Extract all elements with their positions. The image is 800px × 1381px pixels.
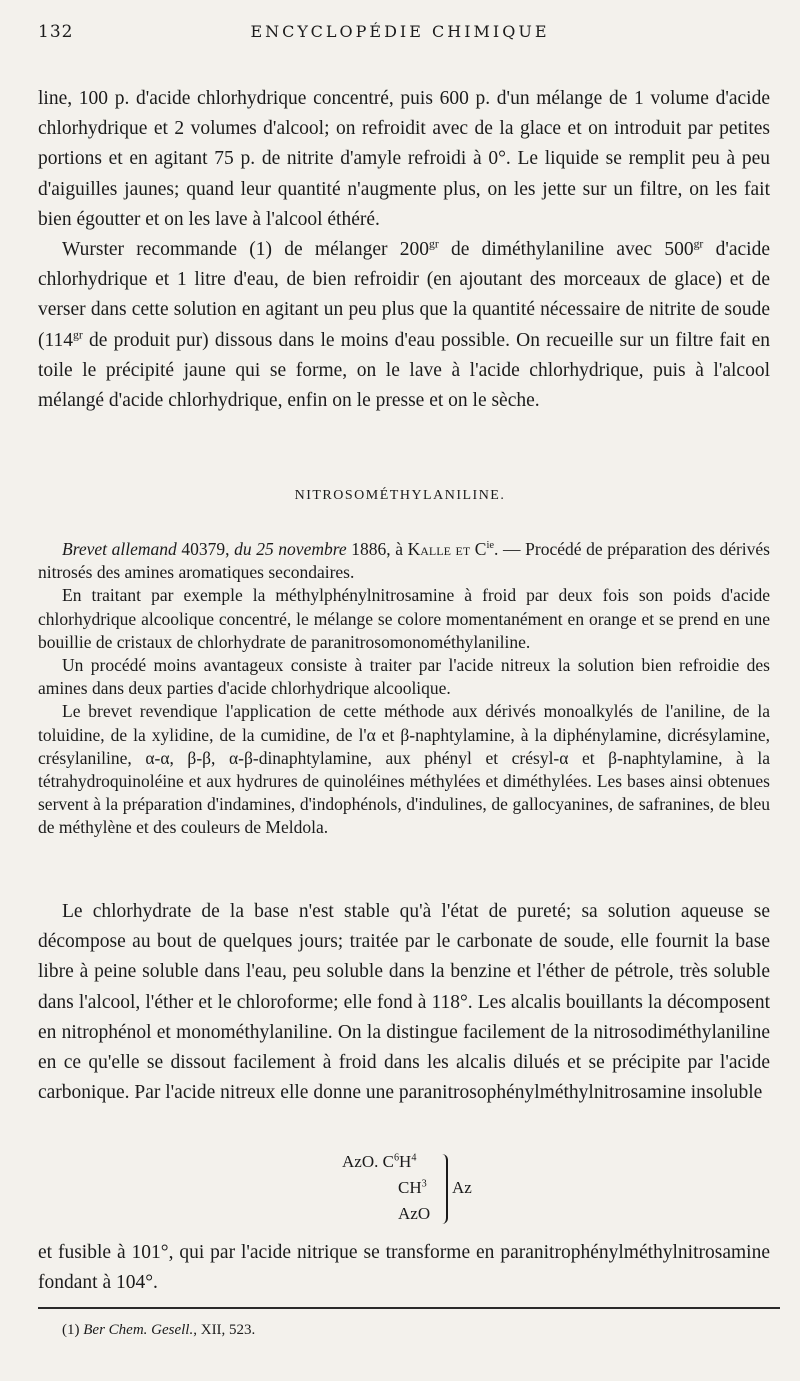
formula-line-2: $CH^3$ bbox=[398, 1178, 427, 1197]
patent-text-block bbox=[38, 538, 770, 840]
final-text-block bbox=[38, 1238, 770, 1298]
formula-line-3: AzO bbox=[398, 1204, 431, 1223]
paragraph-un-procede: Un procédé moins avantageux consiste à traiter par l'acide nitreux la solution bien refroidie des amines dans deux parties d'acide chlorhydrique alcoolique. bbox=[38, 655, 770, 699]
paragraph-brevet: Brevet allemand 40379, du 25 novembre 1886, à Kalle et $C^{ie}$. — Procédé de préparation des dérivés nitrosés des amines aromatiques secondaires. bbox=[38, 539, 770, 583]
page-header bbox=[38, 22, 762, 50]
paragraph-en-traitant: En traitant par exemple la méthylphénylnitrosamine à froid par deux fois son poids d'acide chlorhydrique alcoolique concentré, le mélange se colore momentanément en orange et se prend en une bouillie de cristaux de chlorhydrate de paranitrosomonométhylaniline. bbox=[38, 585, 770, 652]
page-number: 132 bbox=[38, 22, 74, 42]
paragraph-wurster: Wurster recommande (1) de mélanger $200^{gr}$ de diméthylaniline avec $500^{gr}$ d'acide chlorhydrique et 1 litre d'eau, de bien refroidir (en ajoutant des morceaux de glace) et de verser dans cette solution en agitant un peu plus que la quantité nécessaire de nitrite de soude ($114^{gr}$ de produit pur) dissous dans le moins d'eau possible. On recueille sur un filtre fait en toile le précipité jaune qui se forme, on le lave à l'acide chlorhydrique, puis à l'alcool mélangé d'acide chlorhydrique, enfin on le presse et on le sèche. bbox=[38, 237, 770, 412]
running-head: ENCYCLOPÉDIE CHIMIQUE bbox=[250, 22, 550, 41]
section-title: NITROSOMÉTHYLANILINE. bbox=[294, 488, 506, 503]
footnote-rule bbox=[38, 1307, 780, 1309]
footnote: (1) Ber Chem. Gesell., XII, 523. bbox=[62, 1322, 256, 1338]
paragraph-final: et fusible à 101°, qui par l'acide nitrique se transforme en paranitrophénylméthylnitrosamine fondant à 104°. bbox=[38, 1242, 770, 1294]
paragraph-le-brevet: Le brevet revendique l'application de cette méthode aux dérivés monoalkylés de l'aniline, de la toluidine, de la xylidine, de la cumidine, de l'α et β-naphtylamine, à la diphénylamine, dicrésylamine, crésylaniline, α-α, β-β, α-β-dinaphtylamine, aux phényl et crésyl-α et β-naphtylamine, à la tétrahydroquinoléine et aux hydrures de quinoléines méthylées et diméthylées. Les bases ainsi obtenues servent à la préparation d'indamines, d'indophénols, d'indulines, de gallocyanines, de safranines, de bleu de méthylène et des couleurs de Meldola. bbox=[38, 701, 770, 838]
chemical-formula bbox=[340, 1150, 490, 1230]
formula-az: Az bbox=[452, 1178, 472, 1197]
paragraph-intro: line, 100 p. d'acide chlorhydrique concentré, puis 600 p. d'un mélange de 1 volume d'acide chlorhydrique et 2 volumes d'alcool; on refroidit avec de la glace et on introduit par petites portions et en agitant 75 p. de nitrite d'amyle refroidi à 0°. Le liquide se remplit peu à peu d'aiguilles jaunes; quand leur quantité n'augmente plus, on les jette sur un filtre, on les fait bien égoutter et on les lave à l'alcool éthéré. bbox=[38, 88, 770, 230]
top-text-block bbox=[38, 84, 770, 416]
formula-brace bbox=[440, 1154, 448, 1224]
formula-line-1: AzO. $C^6H^4$ bbox=[342, 1152, 417, 1171]
chlorhydrate-text-block bbox=[38, 897, 770, 1108]
paragraph-chlorhydrate: Le chlorhydrate de la base n'est stable qu'à l'état de pureté; sa solution aqueuse se décompose au bout de quelques jours; traitée par le carbonate de soude, elle fournit la base libre à peine soluble dans l'eau, peu soluble dans la benzine et l'éther de pétrole, très soluble dans l'alcool, l'éther et le chloroforme; elle fond à 118°. Les alcalis bouillants la décomposent en nitrophénol et monométhylaniline. On la distingue facilement de la nitrosodiméthylaniline en ce qu'elle se dissout facilement à froid dans les alcalis dilués et se précipite par l'acide carbonique. Par l'acide nitreux elle donne une paranitrosophénylméthylnitrosamine insoluble bbox=[38, 901, 770, 1104]
